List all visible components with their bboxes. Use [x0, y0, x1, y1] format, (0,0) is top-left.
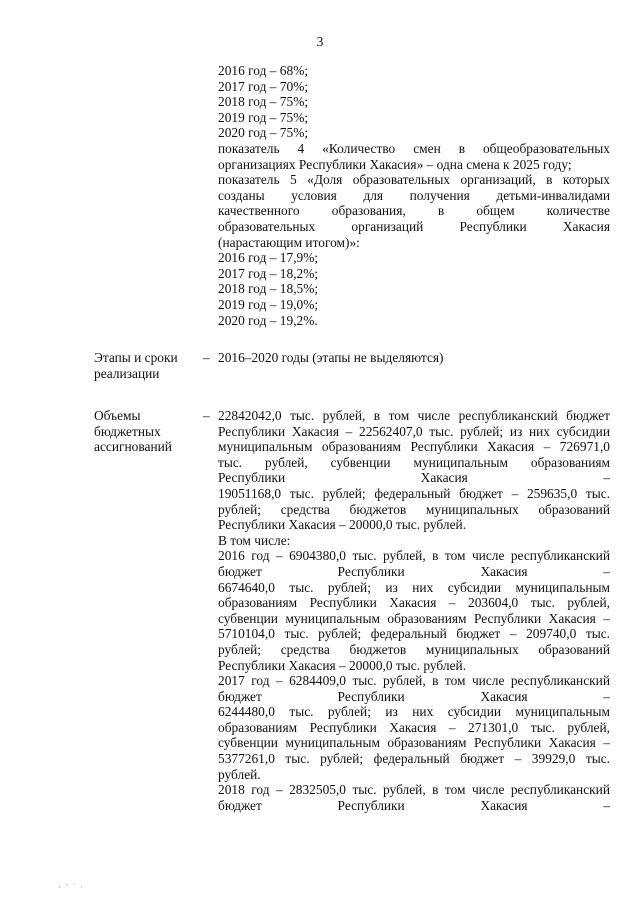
page-number: 3 — [316, 34, 324, 49]
text-line: субвенции муниципальным образованиям Республики Хакасия – — [218, 610, 610, 626]
text-line: рублей. — [218, 766, 261, 782]
text-line: Республики Хакасия – 20000,0 тыс. рублей. — [218, 517, 467, 533]
text-line: организациях Республики Хакасия» – одна смена к 2025 году; — [218, 156, 572, 172]
stages-label — [94, 350, 178, 381]
scan-artifact: · ¨ ˙ · — [58, 882, 84, 892]
stages-label-line2: реализации — [94, 365, 160, 381]
text-line: 6674640,0 тыс. рублей; из них субсидии муниципальным — [218, 579, 610, 595]
text-line: рублей; средства бюджетов муниципальных образований — [218, 501, 610, 517]
budget-label-line: ассигнований — [94, 439, 172, 455]
indicators-block — [218, 63, 610, 328]
text-line: тыс. рублей, субвенции муниципальным образованиям — [218, 454, 610, 470]
text-line: 2016 год – 6904380,0 тыс. рублей, в том числе республиканский — [218, 548, 610, 564]
text-line: Республики Хакасия – — [218, 470, 610, 486]
stages-label-line1: Этапы и сроки — [94, 350, 178, 365]
text-line: образованиям Республики Хакасия – 271301,0 тыс. рублей, — [218, 719, 610, 735]
text-line: 22842042,0 тыс. рублей, в том числе республиканский бюджет — [218, 408, 610, 423]
text-line: Республики Хакасия – 22562407,0 тыс. рублей; из них субсидии — [218, 423, 610, 439]
text-line: 2016 год – 17,9%; — [218, 250, 319, 266]
text-line: показатель 4 «Количество смен в общеобразовательных — [218, 140, 610, 156]
text-line: показатель 5 «Доля образовательных организаций, в которых — [218, 172, 610, 188]
text-line: 2017 год – 70%; — [218, 78, 309, 94]
budget-block — [218, 408, 610, 813]
text-line: бюджет Республики Хакасия – — [218, 563, 610, 579]
text-line: 5377261,0 тыс. рублей; федеральный бюджет – 39929,0 тыс. — [218, 751, 610, 767]
text-line: субвенции муниципальным образованиям Республики Хакасия – — [218, 735, 610, 751]
text-line: 2016 год – 68%; — [218, 63, 309, 78]
text-line: (нарастающим итогом)»: — [218, 234, 360, 250]
text-line: муниципальным образованиям Республики Хакасия – 726971,0 — [218, 439, 610, 455]
text-line: 2019 год – 19,0%; — [218, 296, 319, 312]
text-line: 2020 год – 75%; — [218, 125, 309, 141]
text-line: 2019 год – 75%; — [218, 109, 309, 125]
budget-label — [94, 408, 172, 455]
text-line: 2017 год – 6284409,0 тыс. рублей, в том числе республиканский — [218, 673, 610, 689]
text-line: 2018 год – 75%; — [218, 94, 309, 110]
text-line: 5710104,0 тыс. рублей; федеральный бюджет – 209740,0 тыс. — [218, 626, 610, 642]
budget-label-line: Объемы — [94, 408, 141, 423]
budget-label-line: бюджетных — [94, 423, 161, 439]
text-line: 2017 год – 18,2%; — [218, 265, 319, 281]
stages-dash: – — [203, 350, 210, 365]
text-line: бюджет Республики Хакасия – — [218, 797, 610, 813]
text-line: 2018 год – 2832505,0 тыс. рублей, в том числе республиканский — [218, 782, 610, 798]
text-line: созданы условия для получения детьми-инвалидами — [218, 187, 610, 203]
text-line: образованиям Республики Хакасия – 203604,0 тыс. рублей, — [218, 595, 610, 611]
text-line: 19051168,0 тыс. рублей; федеральный бюджет – 259635,0 тыс. — [218, 485, 610, 501]
text-line: 6244480,0 тыс. рублей; из них субсидии муниципальным — [218, 704, 610, 720]
stages-value-text: 2016–2020 годы (этапы не выделяются) — [218, 350, 444, 365]
text-line: образовательных организаций Республики Хакасия — [218, 218, 610, 234]
text-line: 2018 год – 18,5%; — [218, 281, 319, 297]
text-line: качественного образования, в общем количестве — [218, 203, 610, 219]
text-line: бюджет Республики Хакасия – — [218, 688, 610, 704]
text-line: 2020 год – 19,2%. — [218, 312, 318, 328]
budget-dash: – — [203, 408, 210, 423]
text-line: рублей; средства бюджетов муниципальных образований — [218, 641, 610, 657]
text-line: В том числе: — [218, 532, 291, 548]
text-line: Республики Хакасия – 20000,0 тыс. рублей. — [218, 657, 467, 673]
stages-value — [218, 350, 610, 366]
